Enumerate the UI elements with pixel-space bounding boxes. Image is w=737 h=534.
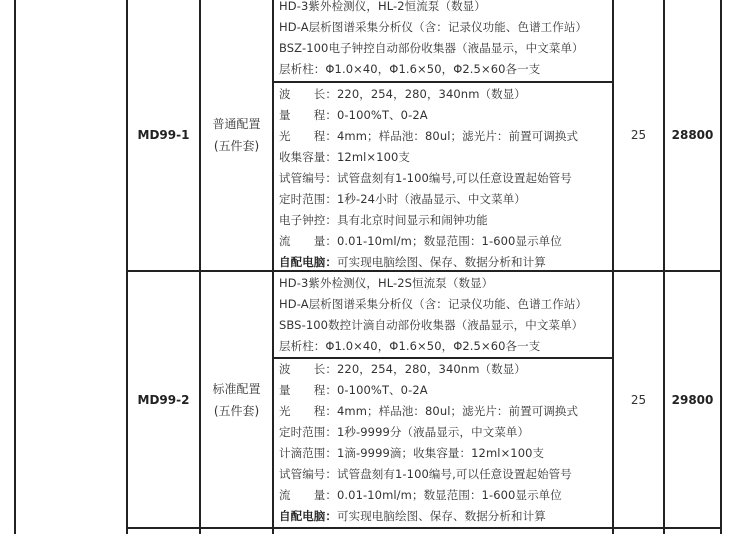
spec-line [279, 252, 619, 273]
spec-line [279, 147, 619, 168]
spec-line [279, 506, 619, 527]
component-line: 层析柱：Φ1.0×40，Φ1.6×50，Φ2.5×60各一支 [279, 62, 541, 76]
quantity: 25 [630, 392, 647, 407]
quantity: 25 [630, 128, 647, 142]
spec-label: 光 程： [279, 129, 337, 143]
price: 29800 [671, 392, 714, 407]
spec-value: 1滴-9999滴；收集容量：12ml×100支 [337, 446, 545, 460]
spec-value: 试管盘刻有1-100编号,可以任意设置起始管号 [337, 467, 572, 481]
spec-line [279, 380, 619, 401]
component-line: HD-3紫外检测仪，HL-2S恒流泵（数显） [279, 276, 494, 290]
spec-line [279, 464, 619, 485]
config-note: (五件套) [213, 403, 260, 418]
component-line: HD-A层析图谱采集分析仪（含：记录仪功能、色谱工作站） [279, 297, 588, 311]
spec-label: 自配电脑： [279, 509, 337, 523]
spec-label: 电子钟控： [279, 213, 337, 227]
spec-label: 自配电脑： [279, 255, 337, 269]
row-divider [126, 527, 722, 529]
component-line: HD-3紫外检测仪，HL-2恒流泵（数显） [279, 0, 486, 13]
model-name: MD99-2 [137, 392, 190, 407]
spec-line [279, 359, 619, 380]
spec-value: 可实现电脑绘图、保存、数据分析和计算 [337, 255, 546, 269]
config-cell [201, 272, 272, 527]
spec-label: 流 量： [279, 234, 337, 248]
spec-label: 波 长： [279, 362, 337, 376]
spec-value: 具有北京时间显示和闹钟功能 [337, 213, 488, 227]
quantity-cell [614, 0, 663, 270]
table-border-left [14, 0, 16, 534]
spec-line [279, 105, 619, 126]
row-divider [272, 81, 614, 83]
spec-value: 0.01-10ml/m；数显范围：1-600显示单位 [337, 234, 562, 248]
spec-label: 收集容量： [279, 150, 337, 164]
spec-value: 4mm；样品池：80ul；滤光片：前置可调换式 [337, 404, 579, 418]
component-line: HD-A层析图谱采集分析仪（含：记录仪功能、色谱工作站） [279, 20, 588, 34]
spec-label: 定时范围： [279, 192, 337, 206]
spec-value: 试管盘刻有1-100编号,可以任意设置起始管号 [337, 171, 572, 185]
spec-value: 0-100%T、0-2A [337, 383, 428, 397]
component-line: BSZ-100电子钟控自动部份收集器（液晶显示，中文菜单） [279, 41, 584, 55]
spec-line [279, 210, 619, 231]
price-cell [665, 0, 720, 270]
spec-line [279, 422, 619, 443]
spec-label: 波 长： [279, 87, 337, 101]
model-cell [128, 0, 199, 270]
price: 28800 [671, 128, 714, 142]
spec-value: 220，254，280，340nm（数显） [337, 87, 526, 101]
spec-value: 12ml×100支 [337, 150, 411, 164]
spec-label: 定时范围： [279, 425, 337, 439]
config-note: (五件套) [213, 139, 260, 153]
component-line: SBS-100数控计滴自动部份收集器（液晶显示，中文菜单） [279, 318, 584, 332]
spec-line [279, 84, 619, 105]
spec-line [279, 126, 619, 147]
left-margin [0, 0, 15, 534]
spec-label: 光 程： [279, 404, 337, 418]
spec-line [279, 485, 619, 506]
config-name: 普通配置 [212, 117, 261, 131]
model-name: MD99-1 [137, 128, 190, 142]
table-border-right [720, 0, 722, 534]
spec-label: 流 量： [279, 488, 337, 502]
spec-value: 0.01-10ml/m；数显范围：1-600显示单位 [337, 488, 562, 502]
spec-line [279, 401, 619, 422]
spec-value: 1秒-24小时（液晶显示、中文菜单） [337, 192, 526, 206]
quantity-cell [614, 272, 663, 527]
spec-label: 计滴范围： [279, 446, 337, 460]
spec-label: 量 程： [279, 108, 337, 122]
price-cell [665, 272, 720, 527]
spec-line [279, 189, 619, 210]
config-name: 标准配置 [212, 381, 261, 396]
spec-value: 220，254，280，340nm（数显） [337, 362, 526, 376]
spec-line [279, 231, 619, 252]
spec-value: 可实现电脑绘图、保存、数据分析和计算 [337, 509, 546, 523]
model-cell [128, 272, 199, 527]
spec-label: 试管编号： [279, 171, 337, 185]
config-cell [201, 0, 272, 270]
spec-label: 试管编号： [279, 467, 337, 481]
spec-value: 4mm；样品池：80ul；滤光片：前置可调换式 [337, 129, 579, 143]
spec-line [279, 443, 619, 464]
spec-value: 0-100%T、0-2A [337, 108, 428, 122]
spec-label: 量 程： [279, 383, 337, 397]
component-line: 层析柱：Φ1.0×40，Φ1.6×50，Φ2.5×60各一支 [279, 339, 541, 353]
spec-line [279, 168, 619, 189]
spec-value: 1秒-9999分（液晶显示，中文菜单） [337, 425, 530, 439]
